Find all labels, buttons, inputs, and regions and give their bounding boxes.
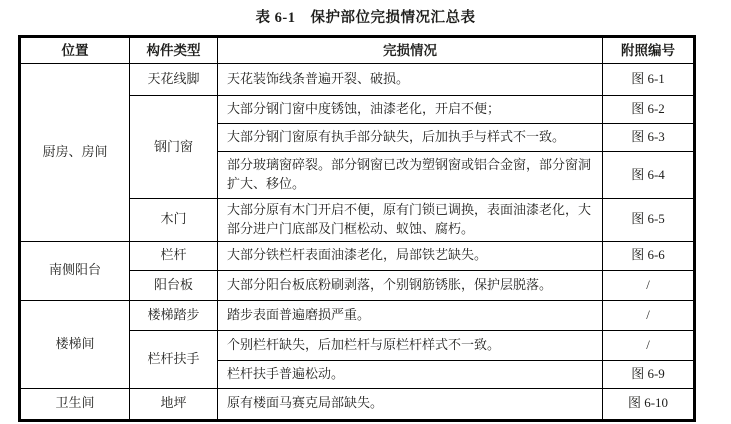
header-location: 位置 <box>20 37 130 64</box>
component-cell: 木门 <box>130 199 218 242</box>
condition-cell: 大部分钢门窗中度锈蚀，油漆老化，开启不便； <box>218 96 603 124</box>
location-cell: 南侧阳台 <box>20 241 130 300</box>
condition-cell: 天花装饰线条普遍开裂、破损。 <box>218 64 603 96</box>
table-row <box>20 388 695 420</box>
condition-cell: 大部分原有木门开启不便，原有门锁已调换，表面油漆老化，大部分进户门底部及门框松动、蚁蚀、腐朽。 <box>218 199 603 242</box>
table-row <box>20 241 695 270</box>
photo-cell: / <box>603 300 695 330</box>
component-cell: 地坪 <box>130 388 218 420</box>
photo-cell: 图 6-3 <box>603 124 695 152</box>
page-title: 表 6-1 保护部位完损情况汇总表 <box>255 10 476 26</box>
photo-cell: 图 6-1 <box>603 64 695 96</box>
condition-cell: 大部分铁栏杆表面油漆老化，局部铁艺缺失。 <box>218 241 603 270</box>
photo-cell: / <box>603 330 695 360</box>
header-component: 构件类型 <box>130 37 218 64</box>
header-photo: 附照编号 <box>603 37 695 64</box>
damage-summary-table <box>18 35 696 422</box>
condition-cell: 部分玻璃窗碎裂。部分钢窗已改为塑钢窗或铝合金窗，部分窗洞扩大、移位。 <box>218 152 603 199</box>
condition-cell: 大部分阳台板底粉刷剥落，个别钢筋锈胀，保护层脱落。 <box>218 270 603 300</box>
table-header-row <box>20 37 695 64</box>
header-condition: 完损情况 <box>218 37 603 64</box>
location-cell: 厨房、房间 <box>20 64 130 242</box>
condition-cell: 个别栏杆缺失，后加栏杆与原栏杆样式不一致。 <box>218 330 603 360</box>
component-cell: 阳台板 <box>130 270 218 300</box>
condition-cell: 大部分钢门窗原有执手部分缺失，后加执手与样式不一致。 <box>218 124 603 152</box>
component-cell: 钢门窗 <box>130 96 218 199</box>
photo-cell: 图 6-9 <box>603 360 695 388</box>
photo-cell: 图 6-6 <box>603 241 695 270</box>
condition-cell: 踏步表面普遍磨损严重。 <box>218 300 603 330</box>
table-row <box>20 300 695 330</box>
photo-cell: 图 6-4 <box>603 152 695 199</box>
condition-cell: 栏杆扶手普遍松动。 <box>218 360 603 388</box>
component-cell: 天花线脚 <box>130 64 218 96</box>
condition-cell: 原有楼面马赛克局部缺失。 <box>218 388 603 420</box>
photo-cell: 图 6-5 <box>603 199 695 242</box>
location-cell: 楼梯间 <box>20 300 130 388</box>
component-cell: 楼梯踏步 <box>130 300 218 330</box>
photo-cell: 图 6-10 <box>603 388 695 420</box>
table-row <box>20 64 695 96</box>
location-cell: 卫生间 <box>20 388 130 420</box>
component-cell: 栏杆扶手 <box>130 330 218 388</box>
photo-cell: 图 6-2 <box>603 96 695 124</box>
component-cell: 栏杆 <box>130 241 218 270</box>
photo-cell: / <box>603 270 695 300</box>
